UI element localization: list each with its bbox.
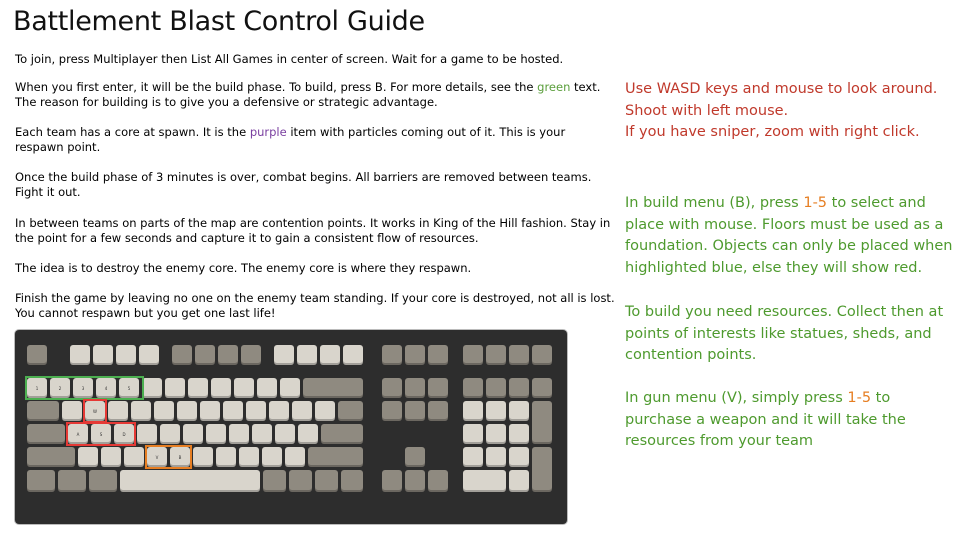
key-0	[234, 378, 254, 398]
key-f5	[172, 345, 192, 365]
key-home	[405, 378, 425, 398]
key-f4	[139, 345, 159, 365]
asd-keys-highlight	[66, 422, 136, 446]
key-numpad-9	[509, 401, 529, 421]
key-x	[101, 447, 121, 467]
key-c	[124, 447, 144, 467]
key-i	[223, 401, 243, 421]
key-f6	[195, 345, 215, 365]
purple-highlight-word: purple	[249, 125, 287, 139]
movement-instructions	[625, 79, 960, 144]
key-k	[229, 424, 249, 444]
key-quote	[298, 424, 318, 444]
key-9	[211, 378, 231, 398]
key-end	[405, 401, 425, 421]
build-menu-instructions	[625, 193, 960, 279]
key-l	[252, 424, 272, 444]
key-f2	[93, 345, 113, 365]
key-scroll	[405, 345, 425, 365]
key-f11	[320, 345, 340, 365]
key-lwin	[58, 470, 86, 492]
key-numpad-led3	[509, 345, 529, 365]
green-highlight-word: green	[537, 80, 571, 94]
key-v: V	[147, 447, 167, 467]
combat-paragraph: Once the build phase of 3 minutes is over, combat begins. All barriers are removed between teams. Fight it out.	[15, 170, 592, 199]
key-w: W	[85, 401, 105, 421]
key-f12	[343, 345, 363, 365]
key-5: 5	[119, 378, 139, 398]
key-period	[262, 447, 282, 467]
key-semicolon	[275, 424, 295, 444]
key-rwin	[289, 470, 312, 492]
page-title: Battlement Blast Control Guide	[13, 6, 425, 37]
key-3: 3	[73, 378, 93, 398]
key-prtsc	[382, 345, 402, 365]
gun-menu-text-b: to purchase a weapon and it will take the resources from your team	[625, 390, 906, 449]
key-numpad-1	[463, 447, 483, 467]
key-pagedown	[428, 401, 448, 421]
build-menu-text-a: In build menu (B), press	[625, 195, 804, 211]
key-numpad-led2	[486, 345, 506, 365]
key-4: 4	[96, 378, 116, 398]
key-numpad-led4	[532, 345, 552, 365]
key-f10	[297, 345, 317, 365]
key-minus	[257, 378, 277, 398]
core-text-a: Each team has a core at spawn. It is the	[15, 125, 250, 139]
key-capslock	[27, 424, 65, 444]
key-numpad-2	[486, 447, 506, 467]
key-numpad-3	[509, 447, 529, 467]
join-instructions: To join, press Multiplayer then List All Games in center of screen. Wait for a game to be hosted.	[15, 52, 564, 66]
key-numpad-plus	[532, 401, 552, 444]
key-numpad-minus	[532, 378, 552, 398]
key-f8	[241, 345, 261, 365]
key-lshift	[27, 447, 75, 467]
key-pageup	[428, 378, 448, 398]
key-7	[165, 378, 185, 398]
key-numpad-6	[509, 424, 529, 444]
key-f3	[116, 345, 136, 365]
key-n	[193, 447, 213, 467]
key-f9	[274, 345, 294, 365]
key-backspace	[303, 378, 363, 398]
key-pause	[428, 345, 448, 365]
movement-line-3: If you have sniper, zoom with right click.	[625, 124, 920, 140]
key-lbracket	[292, 401, 312, 421]
key-numpad-5	[486, 424, 506, 444]
build-menu-text-b: to select and place with mouse. Floors must be used as a foundation. Objects can only be placed when highlighted blue, else they will show red.	[625, 195, 953, 276]
key-lctrl	[27, 470, 55, 492]
key-8	[188, 378, 208, 398]
key-q	[62, 401, 82, 421]
key-numpad-0	[463, 470, 506, 492]
key-numpad-multiply	[509, 378, 529, 398]
key-b: B	[170, 447, 190, 467]
core-text-b: item with particles coming out of it. This is your respawn point.	[15, 125, 566, 154]
key-rctrl	[341, 470, 363, 492]
key-rshift	[308, 447, 363, 467]
build-phase-text-b: text. The reason for building is to give you a defensive or strategic advantage.	[15, 80, 601, 109]
movement-line-1: Use WASD keys and mouse to look around.	[625, 81, 938, 97]
key-space	[120, 470, 260, 492]
key-tab	[27, 401, 59, 421]
key-enter	[321, 424, 363, 444]
key-e	[108, 401, 128, 421]
key-s: S	[91, 424, 111, 444]
key-a: A	[68, 424, 88, 444]
key-comma	[239, 447, 259, 467]
key-numlock	[463, 378, 483, 398]
core-paragraph	[15, 125, 615, 155]
key-r	[131, 401, 151, 421]
key-numpad-7	[463, 401, 483, 421]
key-f7	[218, 345, 238, 365]
key-numpad-led1	[463, 345, 483, 365]
key-slash	[285, 447, 305, 467]
key-2: 2	[50, 378, 70, 398]
build-menu-keys: 1-5	[803, 195, 828, 211]
resources-instructions: To build you need resources. Collect then at points of interests like statues, sheds, and contention points.	[625, 304, 944, 363]
vb-keys-highlight	[145, 445, 192, 469]
key-rbracket	[315, 401, 335, 421]
objective-paragraph: The idea is to destroy the enemy core. The enemy core is where they respawn.	[15, 261, 472, 275]
gun-menu-keys: 1-5	[847, 390, 872, 406]
key-h	[183, 424, 203, 444]
key-o	[246, 401, 266, 421]
key-menu	[315, 470, 338, 492]
keyboard-diagram	[15, 330, 567, 524]
key-ralt	[263, 470, 286, 492]
gun-menu-instructions	[625, 388, 960, 453]
key-u	[200, 401, 220, 421]
number-keys-highlight	[25, 376, 144, 400]
key-m	[216, 447, 236, 467]
finish-paragraph: Finish the game by leaving no one on the enemy team standing. If your core is destroyed, not all is lost. You cannot respawn but you get one last life!	[15, 291, 615, 320]
key-numpad-dot	[509, 470, 529, 492]
key-delete	[382, 401, 402, 421]
key-arrow-down	[405, 470, 425, 492]
key-numpad-8	[486, 401, 506, 421]
key-arrow-right	[428, 470, 448, 492]
key-t	[154, 401, 174, 421]
key-lalt	[89, 470, 117, 492]
w-key-highlight	[83, 399, 107, 423]
key-y	[177, 401, 197, 421]
movement-line-2: Shoot with left mouse.	[625, 102, 789, 119]
key-z	[78, 447, 98, 467]
key-esc	[27, 345, 47, 365]
key-d: D	[114, 424, 134, 444]
key-numpad-divide	[486, 378, 506, 398]
gun-menu-text-a: In gun menu (V), simply press	[625, 390, 848, 406]
key-arrow-up	[405, 447, 425, 467]
build-phase-paragraph	[15, 80, 615, 110]
key-f1	[70, 345, 90, 365]
key-arrow-left	[382, 470, 402, 492]
key-backslash	[338, 401, 363, 421]
build-phase-text-a: When you first enter, it will be the build phase. To build, press B. For more details, see the	[15, 80, 538, 94]
key-j	[206, 424, 226, 444]
key-p	[269, 401, 289, 421]
key-numpad-4	[463, 424, 483, 444]
key-equals	[280, 378, 300, 398]
key-1: 1	[27, 378, 47, 398]
key-6	[142, 378, 162, 398]
key-f	[137, 424, 157, 444]
key-g	[160, 424, 180, 444]
key-numpad-enter	[532, 447, 552, 492]
contention-paragraph: In between teams on parts of the map are contention points. It works in King of the Hill fashion. Stay in the point for a few seconds and capture it to gain a consistent flow of resources.	[15, 216, 611, 245]
key-insert	[382, 378, 402, 398]
